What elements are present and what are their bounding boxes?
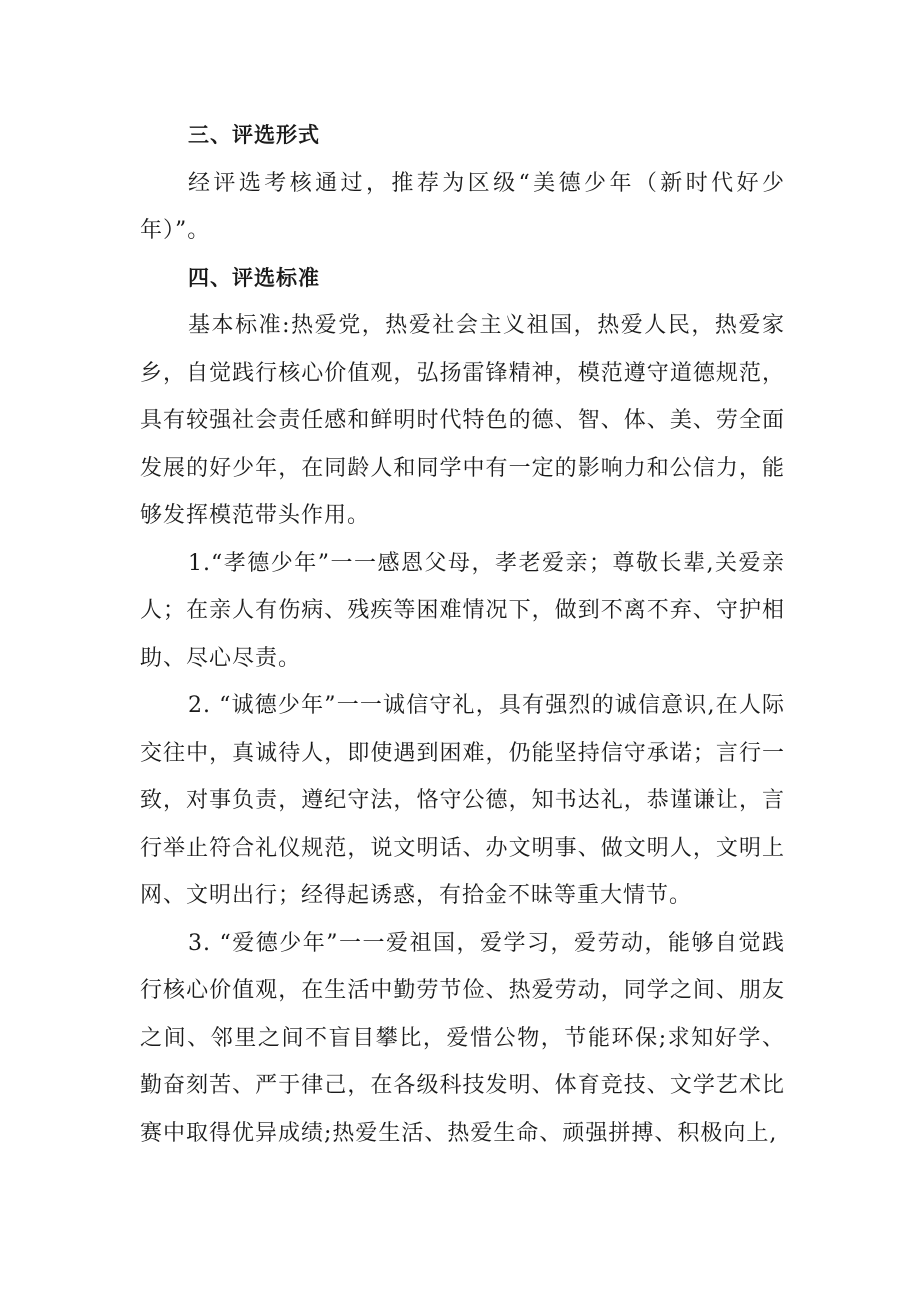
filial-youth-paragraph: 1.“孝德少年”一一感恩父母，孝老爱亲；尊敬长辈,关爱亲人；在亲人有伤病、残疾等困难情况下，做到不离不弃、守护相助、尽心尽责。 <box>140 550 785 671</box>
section-heading-selection-form: 三、评选形式 <box>188 123 320 147</box>
selection-form-paragraph: 经评选考核通过，推荐为区级“美德少年（新时代好少年）”。 <box>140 170 785 243</box>
integrity-youth-paragraph: 2. “诚德少年”一一诚信守礼，具有强烈的诚信意识,在人际交往中，真诚待人，即使遇到困难，仍能坚持信守承诺；言行一致，对事负责，遵纪守法，恪守公德，知书达礼，恭谨谦让，言行举止符合礼仪规范，说文明话、办文明事、做文明人，文明上网、文明出行；经得起诱惑，有拾金不昧等重大情节。 <box>140 693 785 908</box>
document-body <box>140 112 785 1157</box>
section-heading-selection-criteria: 四、评选标准 <box>188 265 320 290</box>
basic-criteria-paragraph: 基本标准:热爱党，热爱社会主义祖国，热爱人民，热爱家乡，自觉践行核心价值观，弘扬雷锋精神，模范遵守道德规范，具有较强社会责任感和鲜明时代特色的德、智、体、美、劳全面发展的好少年，在同龄人和同学中有一定的影响力和公信力，能够发挥模范带头作用。 <box>140 313 785 528</box>
caring-youth-paragraph: 3. “爱德少年”一一爱祖国，爱学习，爱劳动，能够自觉践行核心价值观，在生活中勤劳节俭、热爱劳动，同学之间、朋友之间、邻里之间不盲目攀比，爱惜公物，节能环保;求知好学、勤奋刻苦、严于律己，在各级科技发明、体育竞技、文学艺术比赛中取得优异成绩;热爱生活、热爱生命、顽强拼搏、积极向上, <box>140 930 785 1146</box>
